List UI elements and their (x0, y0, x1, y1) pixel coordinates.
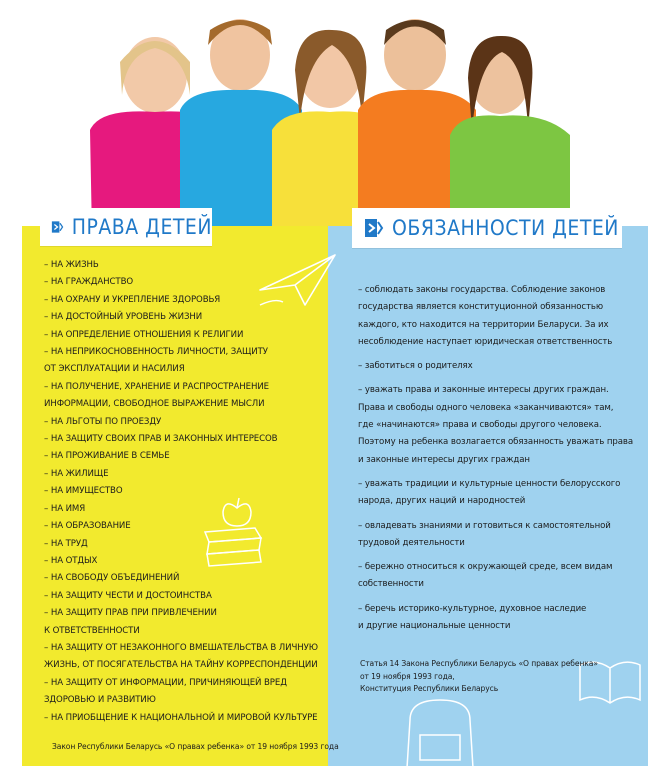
rights-item (44, 344, 319, 379)
duty-item-line: – заботиться о родителях (358, 361, 473, 372)
rights-item-line: – НА ЗАЩИТУ ЧЕСТИ И ДОСТОИНСТВА (44, 590, 212, 601)
duty-item-line: трудовой деятельности (358, 537, 465, 548)
rights-item-line: ОТ ЭКСПЛУАТАЦИИ И НАСИЛИЯ (44, 364, 185, 375)
rights-title-tab (40, 208, 212, 246)
duty-item-line: и законные интересы других граждан (358, 454, 530, 465)
duty-item-line: государства является конституционной обязанностью (358, 302, 604, 313)
rights-item (44, 553, 319, 570)
duty-item-line: собственности (358, 579, 424, 590)
rights-item (44, 292, 319, 309)
duty-item-line: и другие национальные ценности (358, 621, 511, 632)
rights-item-line: – НА ИМЯ (44, 503, 86, 514)
duty-item-line: Поэтому на ребенка возлагается обязанность уважать права (358, 437, 633, 448)
duty-item-line: Права и свободы одного человека «заканчиваются» там, (358, 402, 614, 413)
rights-list (44, 257, 319, 727)
rights-item (44, 274, 319, 291)
duty-item-line: каждого, кто находится на территории Беларуси. За их (358, 319, 609, 330)
rights-item (44, 257, 319, 274)
rights-item (44, 379, 319, 414)
rights-item-line: – НА ДОСТОЙНЫЙ УРОВЕНЬ ЖИЗНИ (44, 312, 203, 323)
rights-item (44, 431, 319, 448)
duty-item (358, 476, 643, 511)
duty-item-line: – соблюдать законы государства. Соблюдение законов (358, 285, 606, 295)
duty-item (358, 601, 643, 636)
duty-item (358, 518, 643, 553)
rights-item-line: – НА ПОЛУЧЕНИЕ, ХРАНЕНИЕ И РАСПРОСТРАНЕНИЕ (44, 381, 269, 392)
rights-item (44, 501, 319, 518)
duties-source (360, 658, 598, 696)
rights-item-line: – НА ЗАЩИТУ ПРАВ ПРИ ПРИВЛЕЧЕНИИ (44, 608, 217, 619)
rights-item-line: – НА ТРУД (44, 538, 88, 549)
rights-item-line: – НА НЕПРИКОСНОВЕННОСТЬ ЛИЧНОСТИ, ЗАЩИТУ (44, 347, 268, 358)
rights-item-line: – НА ЖИЗНЬ (44, 260, 99, 270)
rights-item (44, 675, 319, 710)
rights-item-line: – НА ИМУЩЕСТВО (44, 486, 123, 497)
rights-item (44, 518, 319, 535)
rights-item (44, 588, 319, 605)
duties-source-line: Статья 14 Закона Республики Беларусь «О правах ребенка» (360, 659, 598, 668)
rights-item-line: – НА ОПРЕДЕЛЕНИЕ ОТНОШЕНИЯ К РЕЛИГИИ (44, 329, 244, 340)
rights-item-line: К ОТВЕТСТВЕННОСТИ (44, 625, 140, 636)
rights-item (44, 466, 319, 483)
rights-item-line: – НА ЗАЩИТУ ОТ НЕЗАКОННОГО ВМЕШАТЕЛЬСТВА В ЛИЧНУЮ (44, 642, 318, 653)
rights-item-line: – НА ЖИЛИЩЕ (44, 468, 109, 479)
rights-item-line: ЖИЗНЬ, ОТ ПОСЯГАТЕЛЬСТВА НА ТАЙНУ КОРРЕСПОНДЕНЦИИ (44, 660, 318, 671)
duties-title-tab (352, 208, 622, 248)
duty-item (358, 282, 643, 351)
rights-source: Закон Республики Беларусь «О правах ребенка» от 19 ноября 1993 года (52, 742, 339, 751)
duty-item (358, 358, 643, 375)
rights-item-line: – НА СВОБОДУ ОБЪЕДИНЕНИЙ (44, 573, 180, 584)
rights-item-line: – НА ЛЬГОТЫ ПО ПРОЕЗДУ (44, 416, 162, 427)
rights-item (44, 710, 319, 727)
rights-item-line: ЗДОРОВЬЮ И РАЗВИТИЮ (44, 695, 156, 706)
duty-item (358, 382, 643, 468)
rights-item (44, 605, 319, 640)
book-arrow-icon (362, 217, 384, 239)
rights-item-line: – НА ПРИОБЩЕНИЕ К НАЦИОНАЛЬНОЙ И МИРОВОЙ КУЛЬТУРЕ (44, 712, 318, 723)
rights-item (44, 483, 319, 500)
rights-item-line: – НА ГРАЖДАНСТВО (44, 277, 134, 288)
duties-list (358, 282, 643, 642)
rights-item-line: – НА ОХРАНУ И УКРЕПЛЕНИЕ ЗДОРОВЬЯ (44, 294, 221, 305)
duty-item-line: несоблюдение наступает юридическая ответственность (358, 336, 613, 347)
children-photo (40, 0, 640, 235)
rights-item-line: – НА ОТДЫХ (44, 555, 98, 566)
duty-item-line: – овладевать знаниями и готовиться к самостоятельной (358, 520, 611, 531)
duty-item-line: где «начинаются» права и свободы другого человека. (358, 420, 602, 431)
rights-item (44, 448, 319, 465)
duty-item-line: – беречь историко-культурное, духовное наследие (358, 603, 587, 614)
rights-item (44, 309, 319, 326)
duty-item (358, 559, 643, 594)
rights-item-line: – НА ОБРАЗОВАНИЕ (44, 521, 131, 532)
rights-item (44, 640, 319, 675)
duties-source-line: от 19 ноября 1993 года, (360, 671, 455, 681)
duty-item-line: народа, других наций и народностей (358, 496, 526, 507)
duty-item-line: – уважать традиции и культурные ценности белорусского (358, 478, 621, 489)
rights-item-line: – НА ЗАЩИТУ ОТ ИНФОРМАЦИИ, ПРИЧИНЯЮЩЕЙ ВРЕД (44, 677, 287, 688)
rights-item-line: ИНФОРМАЦИИ, СВОБОДНОЕ ВЫРАЖЕНИЕ МЫСЛИ (44, 399, 265, 410)
duty-item-line: – уважать права и законные интересы других граждан. (358, 385, 609, 396)
rights-title: ПРАВА ДЕТЕЙ (71, 215, 212, 239)
rights-item (44, 327, 319, 344)
rights-item (44, 414, 319, 431)
duty-item-line: – бережно относиться к окружающей среде, всем видам (358, 562, 613, 573)
rights-item (44, 536, 319, 553)
duties-source-line: Конституция Республики Беларусь (360, 684, 499, 693)
backpack-icon (395, 690, 485, 768)
rights-item-line: – НА ПРОЖИВАНИЕ В СЕМЬЕ (44, 451, 170, 462)
duties-title: ОБЯЗАННОСТИ ДЕТЕЙ (392, 216, 619, 240)
rights-item-line: – НА ЗАЩИТУ СВОИХ ПРАВ И ЗАКОННЫХ ИНТЕРЕСОВ (44, 434, 278, 445)
book-arrow-icon (50, 216, 64, 238)
rights-item (44, 570, 319, 587)
